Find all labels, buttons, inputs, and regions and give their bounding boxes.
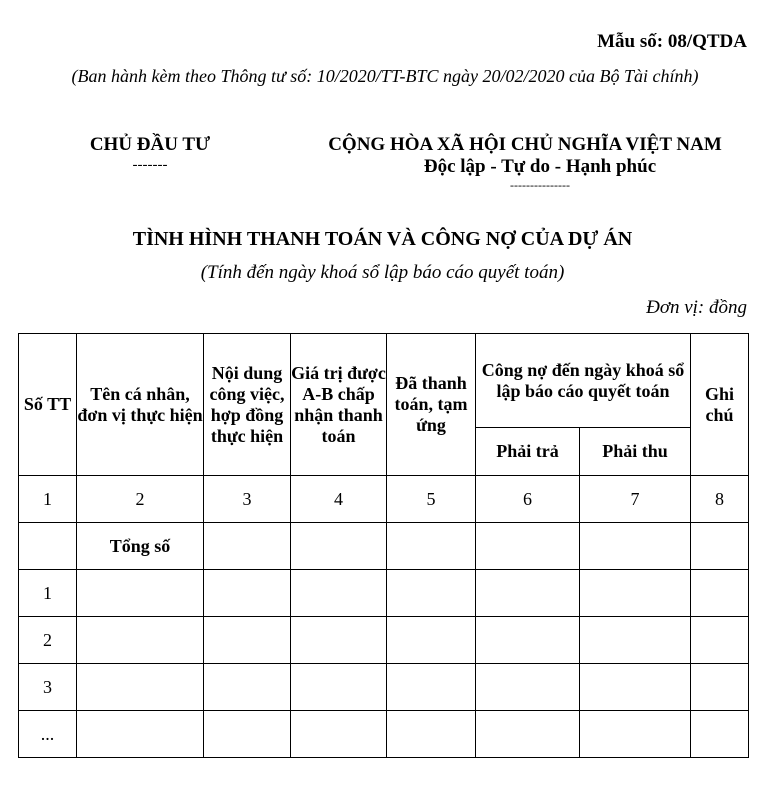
header-name: Tên cá nhân, đơn vị thực hiện [77,334,204,476]
motto: Độc lập - Tự do - Hạnh phúc [423,156,657,177]
header-stt: Số TT [19,334,77,476]
table-cell [204,617,291,664]
table-cell [691,664,749,711]
header-row [19,334,749,428]
row-number: 3 [19,664,77,711]
table-cell [691,570,749,617]
table-row [19,570,749,617]
table-cell [291,664,387,711]
table-row [19,664,749,711]
total-row [19,523,749,570]
table-cell [387,617,476,664]
investor-block [60,134,240,174]
investor-underline: ------- [132,157,168,173]
table-cell [204,664,291,711]
header-note: Ghi chú [691,334,749,476]
table-cell [77,711,204,758]
column-number-row [19,476,749,523]
total-label: Tổng số [77,523,204,570]
table-cell [204,570,291,617]
column-number: 6 [476,476,580,523]
table-cell [580,617,691,664]
header-payable: Phải trả [476,428,580,476]
table-cell [77,664,204,711]
table-cell [691,711,749,758]
table-cell [476,523,580,570]
table-cell [476,711,580,758]
table-cell [204,523,291,570]
form-code: Mẫu số: 08/QTDA [597,31,747,52]
payment-debt-table [18,333,749,758]
report-subtitle: (Tính đến ngày khoá sổ lập báo cáo quyết toán) [200,262,565,283]
unit-label: Đơn vị: đồng [646,297,747,318]
table-cell [580,664,691,711]
row-number: 1 [19,570,77,617]
table-row [19,711,749,758]
table-cell [580,570,691,617]
table-cell [387,711,476,758]
table-cell [291,617,387,664]
table-cell [476,570,580,617]
republic-block [300,134,750,192]
table-cell [580,711,691,758]
table-cell [580,523,691,570]
column-number: 7 [580,476,691,523]
row-number: ... [19,711,77,758]
table-cell [476,664,580,711]
republic-name: CỘNG HÒA XÃ HỘI CHỦ NGHĨA VIỆT NAM [328,134,722,155]
column-number: 1 [19,476,77,523]
header-debt: Công nợ đến ngày khoá sổ lập báo cáo quyết toán [476,334,691,428]
column-number: 3 [204,476,291,523]
row-number: 2 [19,617,77,664]
table-cell [77,570,204,617]
header-paid: Đã thanh toán, tạm ứng [387,334,476,476]
table-cell [291,523,387,570]
motto-underline: --------------- [510,178,570,192]
table-cell [291,570,387,617]
column-number: 2 [77,476,204,523]
issued-note: (Ban hành kèm theo Thông tư số: 10/2020/TT-BTC ngày 20/02/2020 của Bộ Tài chính) [71,66,699,86]
header-content: Nội dung công việc, hợp đồng thực hiện [204,334,291,476]
table-cell [19,523,77,570]
investor-label: CHỦ ĐẦU TƯ [89,134,211,155]
column-number: 5 [387,476,476,523]
table-cell [204,711,291,758]
table-cell [387,570,476,617]
table-cell [691,617,749,664]
table-cell [77,617,204,664]
column-number: 8 [691,476,749,523]
header-value: Giá trị được A-B chấp nhận thanh toán [291,334,387,476]
column-number: 4 [291,476,387,523]
table-cell [387,523,476,570]
table-cell [691,523,749,570]
report-title: TÌNH HÌNH THANH TOÁN VÀ CÔNG NỢ CỦA DỰ ÁN [132,228,633,250]
table-cell [387,664,476,711]
table-cell [291,711,387,758]
header-receivable: Phải thu [580,428,691,476]
table-row [19,617,749,664]
table-cell [476,617,580,664]
